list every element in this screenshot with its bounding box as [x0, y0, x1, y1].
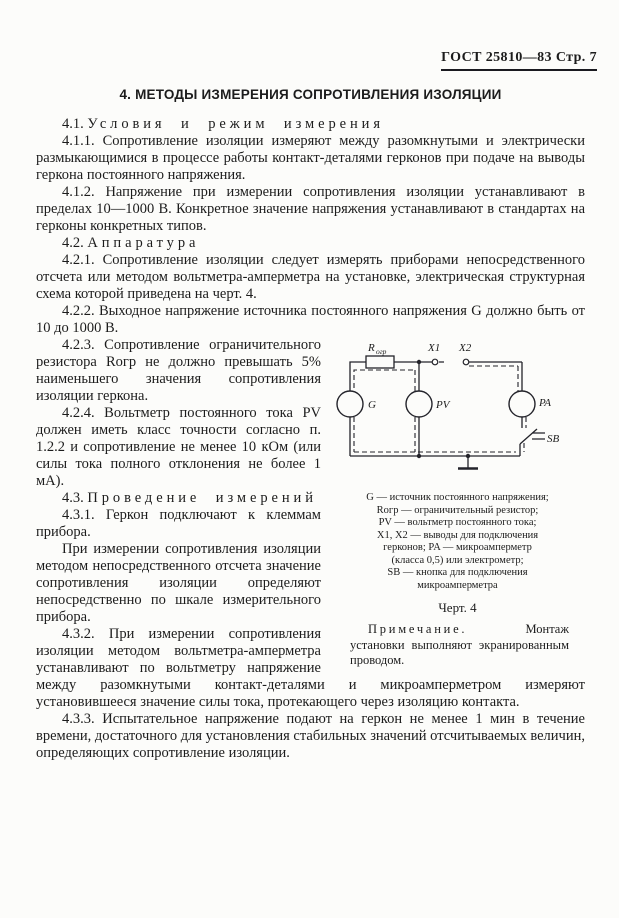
- label-sb: SB: [547, 433, 560, 445]
- note-text: Монтаж установки выполняют экранированным проводом.: [350, 622, 569, 667]
- section-title: Аппаратура: [87, 235, 200, 251]
- section-number: 4.1.: [62, 116, 84, 132]
- legend-line: (класса 0,5) или электрометр;: [391, 554, 524, 566]
- paragraph-4-3-1-cont: При измерении сопротивления изоляции методом непосредственного отсчета значение сопротивления изоляции определяют непосредственно по шкале измерительного прибора.: [36, 541, 321, 625]
- paragraph-4-2-4: 4.2.4. Вольтметр постоянного тока PV должен иметь класс точности согласно п. 1.2.2 и сопротивление не менее 10 кОм (или силы тока полного отклонения не более 1 мА).: [36, 405, 321, 489]
- label-r: R: [368, 342, 375, 354]
- junction-dot: [417, 360, 421, 364]
- legend-line: микроамперметра: [417, 579, 498, 591]
- legend-line: герконов; PA — микроамперметр: [383, 542, 532, 553]
- paragraph-4-1-2: 4.1.2. Напряжение при измерении сопротивления изоляции устанавливают в пределах 10—1000 В. Конкретное значение напряжения устанавливают в стандартах на герконы конкретных типов.: [36, 184, 585, 234]
- page-header: ГОСТ 25810—83 Стр. 7: [441, 50, 597, 71]
- junction-dot: [466, 454, 470, 458]
- note-label: Примечание.: [368, 622, 468, 636]
- label-pa: PA: [539, 397, 552, 409]
- junction-dot: [417, 454, 421, 458]
- label-g: G: [368, 399, 376, 411]
- microammeter-symbol: [509, 391, 535, 417]
- paragraph-4-2-1: 4.2.1. Сопротивление изоляции следует измерять приборами непосредственного отсчета или методом вольтметра-амперметра на установке, электрическая структурная схема которой приведена на черт. 4.: [36, 252, 585, 302]
- section-heading-4-2: [36, 235, 585, 252]
- label-pv: PV: [436, 399, 450, 411]
- section-number: 4.3.: [62, 490, 84, 506]
- paragraph-4-2-3: 4.2.3. Сопротивление ограничительного резистора Rогр не должно превышать 5% наименьшего значения сопротивления изоляции геркона.: [36, 337, 321, 404]
- legend-line: X1, X2 — выводы для подключения: [376, 529, 539, 541]
- label-x2: X2: [459, 342, 472, 354]
- source-symbol: [337, 391, 363, 417]
- section-heading-4-1: [36, 116, 585, 133]
- figure-caption: Черт. 4: [438, 600, 477, 615]
- document-body: [36, 86, 585, 762]
- paragraph-4-2-2: 4.2.2. Выходное напряжение источника постоянного напряжения G должно быть от 10 до 1000 В.: [36, 303, 585, 336]
- paragraph-4-1-1: 4.1.1. Сопротивление изоляции измеряют между разомкнутыми и электрически размыкающимися в процессе работы контакт-деталями герконов при подаче на выводы геркона постоянного напряжения.: [36, 133, 585, 183]
- label-x1: X1: [428, 342, 441, 354]
- figure-note: [330, 622, 585, 669]
- button-sb-symbol: [520, 429, 545, 444]
- legend-line: SB — кнопка для подключения: [387, 567, 528, 578]
- terminal-x1: [432, 359, 438, 365]
- page-title: 4. МЕТОДЫ ИЗМЕРЕНИЯ СОПРОТИВЛЕНИЯ ИЗОЛЯЦИИ: [119, 87, 502, 102]
- label-r-sub: огр: [376, 347, 387, 356]
- figure-legend: [330, 492, 585, 592]
- terminal-x2: [463, 359, 469, 365]
- circuit-diagram: [330, 340, 585, 490]
- paragraph-4-3-2: 4.3.2. При измерении сопротивления изоляции методом вольтметра-амперметра устанавливают по вольтметру напряжение между разомкнутыми контакт-деталями и микроамперметром измеряют установившееся значение силы тока, протекающего через изоляцию контакта.: [36, 626, 585, 710]
- paragraph-4-3-1: 4.3.1. Геркон подключают к клеммам прибора.: [36, 507, 321, 540]
- legend-line: G — источник постоянного напряжения;: [366, 492, 549, 503]
- paragraph-4-3-3: 4.3.3. Испытательное напряжение подают на геркон не менее 1 мин в течение времени, достаточного для установления стабильных значений отсчитываемых величин, определяющих сопротивление изоляции.: [36, 711, 585, 761]
- section-title: Условия и режим измерения: [87, 116, 384, 132]
- resistor-symbol: [366, 356, 394, 368]
- voltmeter-symbol: [406, 391, 432, 417]
- legend-line: Rогр — ограничительный резистор;: [376, 504, 539, 516]
- section-title: Проведение измерений: [87, 490, 317, 506]
- figure-chart-4: [330, 340, 585, 669]
- section-number: 4.2.: [62, 235, 84, 251]
- legend-line: PV — вольтметр постоянного тока;: [378, 517, 537, 528]
